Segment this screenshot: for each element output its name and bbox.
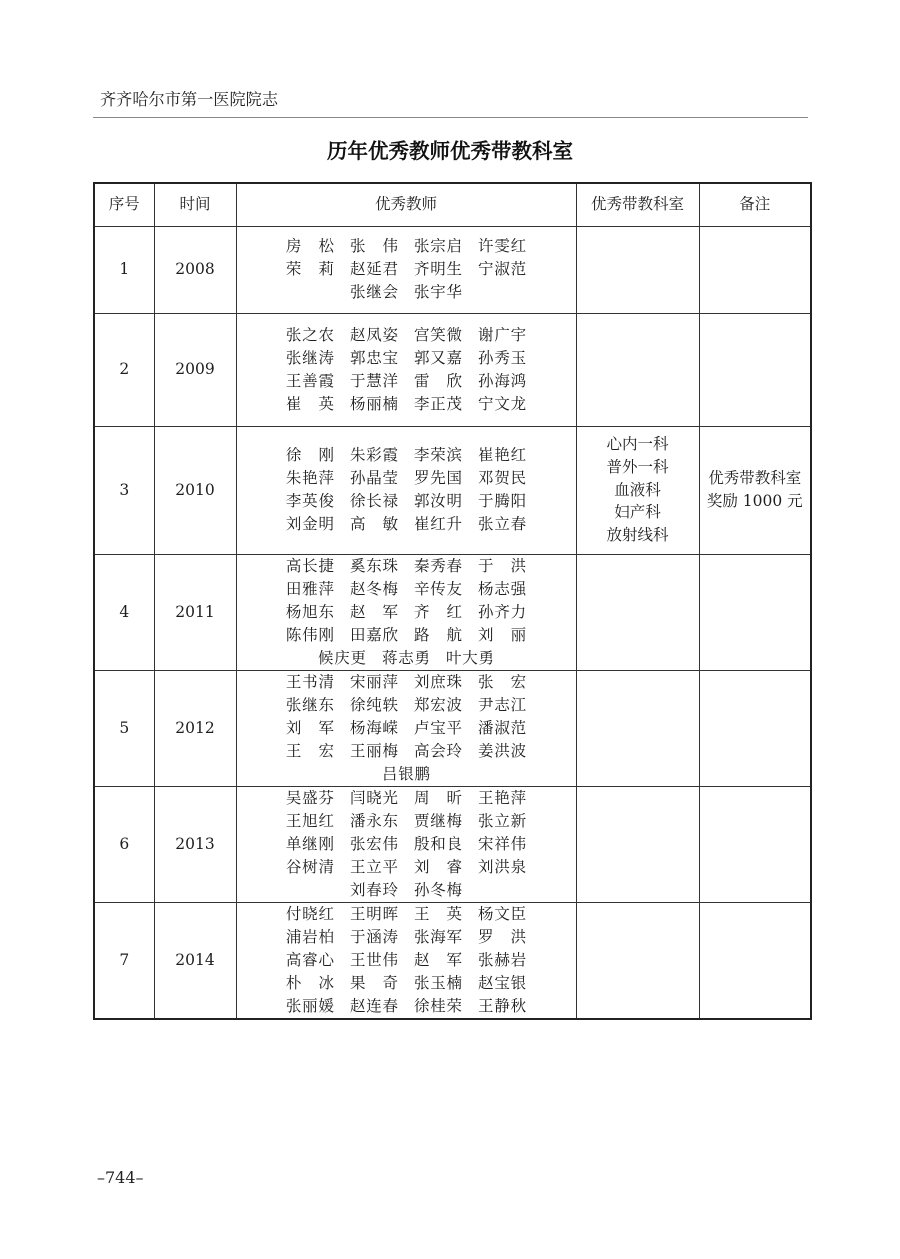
teacher-name: 孙齐力 [478,602,527,621]
teacher-name: 周 昕 [414,788,463,807]
teacher-name: 蒋志勇 [381,648,431,667]
year-cell: 2008 [154,226,236,313]
teacher-name: 吕银鹏 [381,764,431,783]
teacher-name: 宁淑范 [478,260,527,278]
teacher-name: 王 英 [414,904,463,923]
teacher-name: 于 洪 [478,556,527,575]
department-name: 放射线科 [606,526,669,545]
teacher-name: 秦秀春 [414,556,463,575]
table-row [94,902,811,1019]
teachers-cell [236,426,576,554]
teacher-name: 雷 欣 [414,371,463,390]
teacher-name: 张宇华 [414,283,463,301]
teacher-name: 张玉楠 [414,973,463,992]
teacher-name: 崔红升 [414,515,463,533]
row-number-cell: 3 [94,426,154,554]
table-body [94,226,811,1019]
teacher-name: 刘 睿 [414,857,463,876]
teacher-name: 朱艳萍 [285,469,334,487]
teacher-name: 单继刚 [285,834,334,853]
year-cell: 2011 [154,554,236,670]
honor-table [93,182,812,1020]
teacher-name: 刘洪泉 [478,857,527,876]
teacher-name: 潘淑范 [478,718,527,737]
teacher-name: 张立新 [478,811,527,830]
year-cell: 2009 [154,313,236,426]
teacher-name: 叶大勇 [446,648,495,667]
teacher-name: 高睿心 [285,950,334,969]
departments-cell [576,226,699,313]
column-header-departments: 优秀带教科室 [576,183,699,226]
year-cell: 2012 [154,670,236,786]
row-number-cell: 2 [94,313,154,426]
teacher-name: 刘金明 [285,515,334,533]
teachers-cell [236,670,576,786]
table-row [94,554,811,670]
teacher-name: 徐桂荣 [414,996,463,1015]
teacher-name: 赵延君 [349,260,398,278]
teacher-name: 罗先国 [414,469,463,487]
teacher-name: 闫晓光 [349,788,398,807]
department-name: 妇产科 [614,503,661,522]
teacher-name: 于慧洋 [349,371,398,390]
teacher-name: 崔艳红 [478,446,527,464]
teacher-name: 张宗启 [414,237,463,255]
teacher-name: 奚东珠 [349,556,398,575]
teacher-name: 浦岩柏 [285,927,334,946]
teacher-name: 孙晶莹 [349,469,398,487]
table-row [94,313,811,426]
row-number-cell: 6 [94,786,154,902]
year-cell: 2013 [154,786,236,902]
teachers-cell [236,313,576,426]
teacher-name: 郭又嘉 [414,348,463,367]
teacher-name: 王艳萍 [478,788,527,807]
teacher-name: 许雯红 [478,237,527,255]
remark-cell [699,670,811,786]
page-number: –744– [97,1168,144,1187]
remark-cell [699,313,811,426]
teacher-name: 姜洪波 [478,741,527,760]
teacher-name: 杨丽楠 [349,394,398,413]
teacher-name: 王世伟 [349,950,398,969]
teacher-name: 宫笑微 [414,325,463,344]
teacher-name: 赵 军 [414,950,463,969]
teacher-name: 谢广宇 [478,325,527,344]
teacher-name: 王书清 [285,672,334,691]
column-header-remark: 备注 [699,183,811,226]
departments-cell [576,902,699,1019]
column-header-number: 序号 [94,183,154,226]
teacher-name: 赵连春 [349,996,398,1015]
teacher-name: 李荣滨 [414,446,463,464]
teacher-name: 潘永东 [349,811,398,830]
table-header-row [94,183,811,226]
teacher-name: 高 敏 [349,515,398,533]
departments-cell [576,313,699,426]
row-number-cell: 1 [94,226,154,313]
remark-line: 奖励 1000 元 [706,492,803,510]
running-head-book-title: 齐齐哈尔市第一医院院志 [100,90,279,109]
teacher-name: 朴 冰 [285,973,334,992]
teachers-cell [236,226,576,313]
teacher-name: 郭忠宝 [349,348,398,367]
teacher-name: 果 奇 [349,973,398,992]
teacher-name: 房 松 [285,237,334,255]
department-name: 心内一科 [606,435,669,453]
teacher-name: 王静秋 [478,996,527,1015]
teacher-name: 罗 洪 [478,927,527,946]
remark-cell [699,226,811,313]
teacher-name: 陈伟刚 [285,625,334,644]
teacher-name: 宋祥伟 [478,834,527,853]
header-rule [93,117,808,118]
teachers-cell [236,902,576,1019]
table-row [94,786,811,902]
teacher-name: 高长捷 [285,556,334,575]
teacher-name: 高会玲 [414,741,463,760]
teacher-name: 崔 英 [285,394,334,413]
teacher-name: 于腾阳 [478,492,527,510]
department-name: 普外一科 [606,457,669,476]
teacher-name: 张海军 [414,927,463,946]
teacher-name: 杨旭东 [285,602,334,621]
row-number-cell: 5 [94,670,154,786]
teacher-name-list [254,555,558,670]
teacher-name: 李英俊 [285,492,334,510]
row-number-cell: 7 [94,902,154,1019]
teacher-name: 候庆更 [317,648,366,667]
teacher-name: 郑宏波 [414,695,463,714]
year-cell: 2014 [154,902,236,1019]
teacher-name-list [254,903,558,1018]
teachers-cell [236,786,576,902]
table-row [94,226,811,313]
teacher-name: 赵宝银 [478,973,527,992]
teacher-name: 杨海嵘 [349,718,398,737]
teacher-name: 王善霞 [285,371,334,390]
teacher-name: 张宏伟 [349,834,398,853]
teacher-name-list [254,787,558,902]
teacher-name: 齐 红 [414,602,463,621]
teacher-name: 朱彩霞 [349,446,398,464]
year-cell: 2010 [154,426,236,554]
teacher-name: 殷和良 [414,834,463,853]
teacher-name: 徐长禄 [349,492,398,510]
teacher-name-list [254,324,558,416]
teacher-name: 宋丽萍 [349,672,398,691]
remark-cell [699,786,811,902]
teacher-name: 刘 军 [285,718,334,737]
teacher-name: 张继东 [285,695,334,714]
teachers-cell [236,554,576,670]
teacher-name: 张之农 [285,325,334,344]
teacher-name: 孙冬梅 [414,880,463,899]
remark-cell [699,426,811,554]
row-number-cell: 4 [94,554,154,670]
page-title: 历年优秀教师优秀带教科室 [327,139,573,163]
teacher-name: 贾继梅 [414,811,463,830]
departments-cell [576,670,699,786]
teacher-name: 王丽梅 [349,741,398,760]
teacher-name: 辛传友 [414,579,463,598]
teacher-name-list [254,444,558,536]
teacher-name: 齐明生 [414,260,463,278]
teacher-name: 张立春 [478,515,527,533]
teacher-name: 田嘉欣 [349,625,398,644]
teacher-name: 张 宏 [478,672,527,691]
teacher-name-list [254,235,558,304]
teacher-name: 刘春玲 [349,880,398,899]
teacher-name: 张赫岩 [478,950,527,969]
teacher-name: 杨志强 [478,579,527,598]
column-header-teachers: 优秀教师 [236,183,576,226]
departments-cell [576,426,699,554]
teacher-name-list [254,671,558,786]
teacher-name: 付晓红 [285,904,334,923]
teacher-name: 卢宝平 [414,718,463,737]
teacher-name: 尹志江 [478,695,527,714]
teacher-name: 张继涛 [285,348,334,367]
teacher-name: 李正茂 [414,394,463,413]
teacher-name: 王明晖 [349,904,398,923]
teacher-name: 孙海鸿 [478,371,527,390]
departments-cell [576,554,699,670]
teacher-name: 宁文龙 [478,394,527,413]
teacher-name: 吴盛芬 [285,788,334,807]
table-row [94,670,811,786]
departments-cell [576,786,699,902]
teacher-name: 赵冬梅 [349,579,398,598]
teacher-name: 赵 军 [349,602,398,621]
teacher-name: 刘 丽 [478,625,527,644]
teacher-name: 徐 刚 [285,446,334,464]
remark-line: 优秀带教科室 [708,469,802,487]
column-header-year: 时间 [154,183,236,226]
teacher-name: 王立平 [349,857,398,876]
teacher-name: 荣 莉 [285,260,334,278]
teacher-name: 徐纯轶 [349,695,398,714]
teacher-name: 张继会 [349,283,398,301]
teacher-name: 王 宏 [285,741,334,760]
table-header [94,183,811,226]
teacher-name: 谷树清 [285,857,334,876]
teacher-name: 赵凤姿 [349,325,398,344]
teacher-name: 田雅萍 [285,579,334,598]
remark-cell [699,902,811,1019]
teacher-name: 孙秀玉 [478,348,527,367]
teacher-name: 张丽媛 [285,996,334,1015]
table-row [94,426,811,554]
department-name: 血液科 [614,480,661,499]
teacher-name: 刘庶珠 [414,672,463,691]
teacher-name: 杨文臣 [478,904,527,923]
teacher-name: 于涵涛 [349,927,398,946]
teacher-name: 路 航 [414,625,463,644]
teacher-name: 王旭红 [285,811,334,830]
remark-cell [699,554,811,670]
teacher-name: 邓贺民 [478,469,527,487]
teacher-name: 张 伟 [349,237,398,255]
teacher-name: 郭汝明 [414,492,463,510]
